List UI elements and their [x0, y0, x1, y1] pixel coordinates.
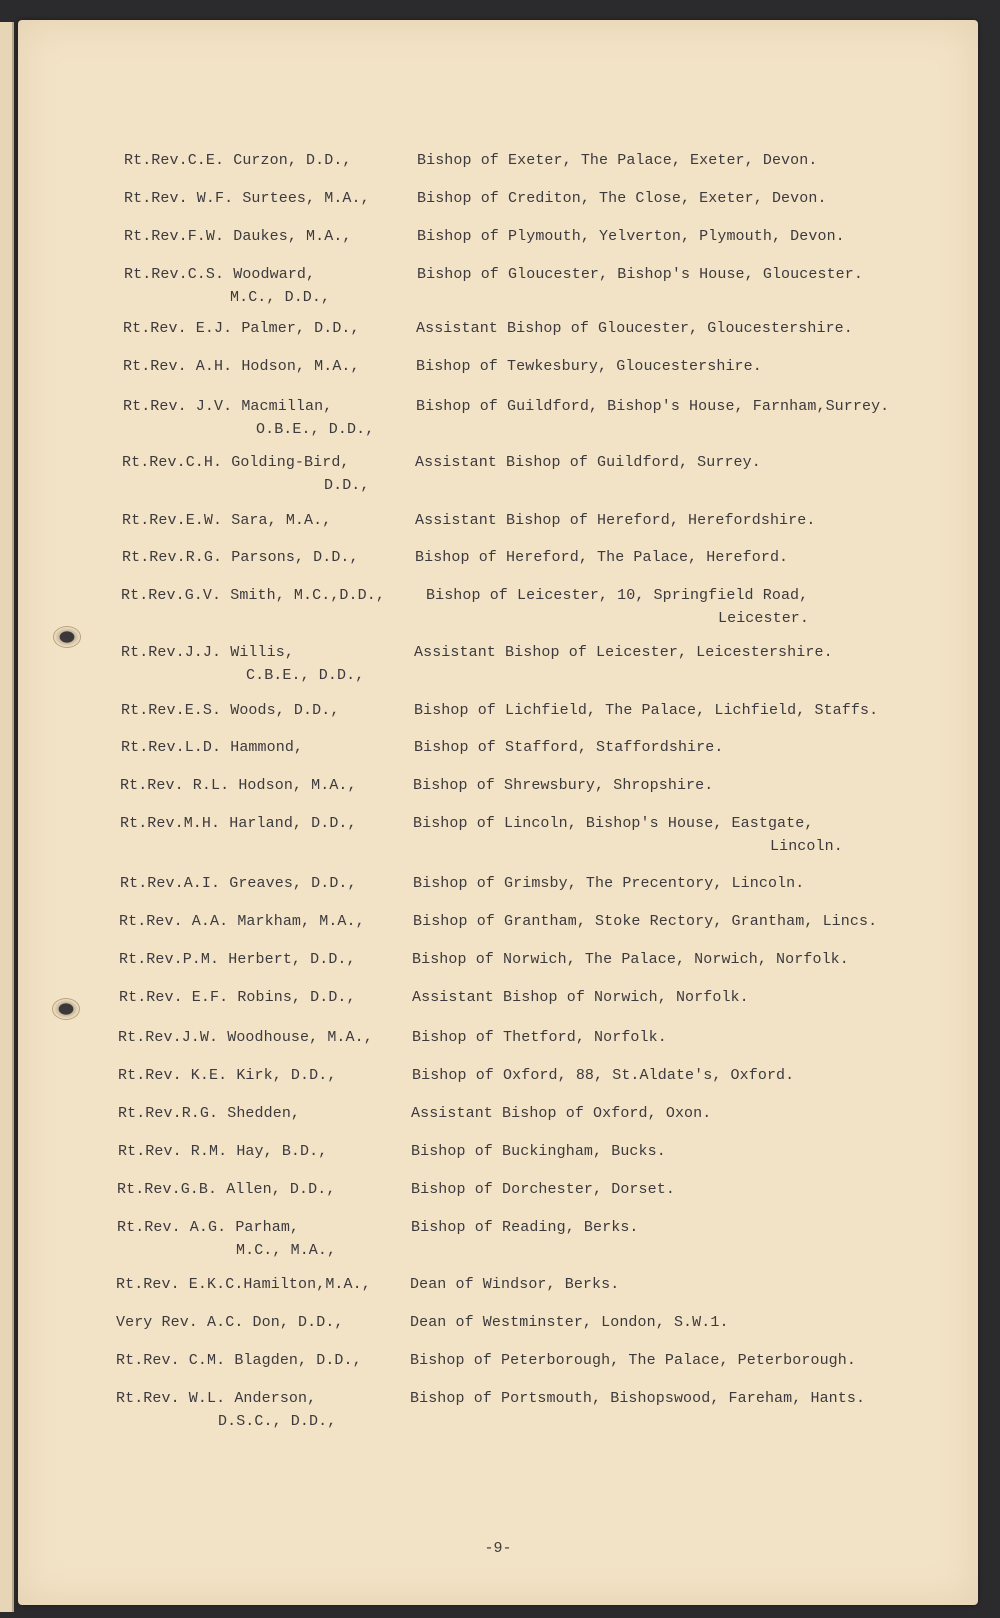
- entry-role-line: Leicester.: [718, 610, 810, 627]
- entry-name: [124, 188, 370, 209]
- entry-name-line: Rt.Rev. W.F. Surtees, M.A.,: [124, 190, 370, 207]
- entry-name-line: Rt.Rev.E.S. Woods, D.D.,: [121, 702, 340, 719]
- entry-name-continued: [230, 287, 330, 308]
- entry-role: [414, 642, 833, 663]
- entry-name: [119, 911, 365, 932]
- punch-hole: [53, 626, 81, 648]
- entry-role-line: Bishop of Peterborough, The Palace, Peterborough.: [410, 1352, 856, 1369]
- entry-role-line: Bishop of Grimsby, The Precentory, Lincoln.: [413, 875, 805, 892]
- entry-name-continued: [218, 1411, 336, 1432]
- entry-name-line: Rt.Rev. A.A. Markham, M.A.,: [119, 913, 365, 930]
- entry-role: [412, 949, 849, 970]
- entry-role: [411, 1217, 639, 1238]
- entry-name: [120, 813, 357, 834]
- entry-name-line: Rt.Rev.J.J. Willis,: [121, 644, 294, 661]
- entry-role-line: Assistant Bishop of Norwich, Norfolk.: [412, 989, 749, 1006]
- entry-name: [122, 547, 359, 568]
- entry-name-line: Rt.Rev. W.L. Anderson,: [116, 1390, 317, 1407]
- entry-name: [123, 356, 360, 377]
- entry-role-line: Bishop of Oxford, 88, St.Aldate's, Oxford.: [412, 1067, 795, 1084]
- entry-name-line: Rt.Rev. K.E. Kirk, D.D.,: [118, 1067, 337, 1084]
- entry-name-line: Rt.Rev. R.L. Hodson, M.A.,: [120, 777, 357, 794]
- previous-page-edge: [0, 22, 14, 1612]
- entry-name-continued: [246, 665, 364, 686]
- entry-name: [120, 775, 357, 796]
- entry-role: [414, 700, 878, 721]
- entry-name-line: Rt.Rev. A.H. Hodson, M.A.,: [123, 358, 360, 375]
- entry-name-line: Rt.Rev.G.B. Allen, D.D.,: [117, 1181, 336, 1198]
- entry-role: [413, 775, 713, 796]
- entry-role: [417, 226, 845, 247]
- entry-name-line: Rt.Rev.G.V. Smith, M.C.,D.D.,: [121, 587, 385, 604]
- entry-name: [119, 987, 356, 1008]
- entry-role: [410, 1350, 856, 1371]
- entry-name: [116, 1274, 371, 1295]
- entry-name-continued: [236, 1240, 336, 1261]
- entry-name-line: Rt.Rev.J.W. Woodhouse, M.A.,: [118, 1029, 373, 1046]
- entry-role: [415, 452, 761, 473]
- entry-role-line: Bishop of Thetford, Norfolk.: [412, 1029, 667, 1046]
- entry-name: [122, 452, 350, 473]
- entry-name: [121, 585, 385, 606]
- entry-name-line: Rt.Rev. E.K.C.Hamilton,M.A.,: [116, 1276, 371, 1293]
- entry-name: [124, 264, 315, 285]
- entry-name: [124, 150, 352, 171]
- entry-role: [413, 813, 813, 834]
- entry-name-line: Rt.Rev.P.M. Herbert, D.D.,: [119, 951, 356, 968]
- entry-name: [122, 510, 331, 531]
- entry-name-continued: [256, 419, 374, 440]
- entry-role-line: Bishop of Hereford, The Palace, Hereford.: [415, 549, 789, 566]
- entry-role-line: Assistant Bishop of Gloucester, Gloucestershire.: [416, 320, 853, 337]
- entry-role: [416, 356, 762, 377]
- entry-name-line: Rt.Rev.F.W. Daukes, M.A.,: [124, 228, 352, 245]
- entry-role-line: Bishop of Lichfield, The Palace, Lichfield, Staffs.: [414, 702, 879, 719]
- entry-name-line: D.S.C., D.D.,: [218, 1413, 337, 1430]
- entry-role-line: Assistant Bishop of Oxford, Oxon.: [411, 1105, 712, 1122]
- entry-role: [416, 318, 853, 339]
- entry-role-line: Bishop of Gloucester, Bishop's House, Gloucester.: [417, 266, 863, 283]
- entry-role-line: Dean of Westminster, London, S.W.1.: [410, 1314, 729, 1331]
- entry-name-line: Rt.Rev. J.V. Macmillan,: [123, 398, 333, 415]
- entry-role-line: Bishop of Portsmouth, Bishopswood, Fareham, Hants.: [410, 1390, 866, 1407]
- punch-hole: [52, 998, 80, 1020]
- entry-name: [118, 1141, 327, 1162]
- entry-name-line: Very Rev. A.C. Don, D.D.,: [116, 1314, 344, 1331]
- entry-role-line: Bishop of Norwich, The Palace, Norwich, Norfolk.: [412, 951, 849, 968]
- entry-name-line: Rt.Rev.R.G. Shedden,: [118, 1105, 301, 1122]
- entry-role-line: Bishop of Lincoln, Bishop's House, Eastgate,: [413, 815, 814, 832]
- entry-role-line: Bishop of Exeter, The Palace, Exeter, Devon.: [417, 152, 818, 169]
- entry-name: [116, 1312, 344, 1333]
- entry-name-line: Rt.Rev.A.I. Greaves, D.D.,: [120, 875, 357, 892]
- entry-name-line: Rt.Rev. C.M. Blagden, D.D.,: [116, 1352, 362, 1369]
- entry-name-line: Rt.Rev. E.J. Palmer, D.D.,: [123, 320, 360, 337]
- entry-name: [118, 1027, 373, 1048]
- entry-name-line: Rt.Rev.E.W. Sara, M.A.,: [122, 512, 332, 529]
- entry-role: [416, 396, 889, 417]
- entry-role-line: Bishop of Grantham, Stoke Rectory, Grantham, Lincs.: [413, 913, 878, 930]
- entry-role-line: Lincoln.: [770, 838, 843, 855]
- entry-name: [119, 949, 356, 970]
- entry-role: [417, 188, 827, 209]
- entry-name-line: D.D.,: [324, 477, 370, 494]
- entry-role-line: Bishop of Dorchester, Dorset.: [411, 1181, 675, 1198]
- entry-name-line: Rt.Rev.L.D. Hammond,: [121, 739, 304, 756]
- entry-role-line: Bishop of Guildford, Bishop's House, Farnham,Surrey.: [416, 398, 890, 415]
- entry-role-line: Assistant Bishop of Leicester, Leicestershire.: [414, 644, 833, 661]
- entry-role-line: Assistant Bishop of Hereford, Herefordshire.: [415, 512, 816, 529]
- entry-name-line: Rt.Rev.C.S. Woodward,: [124, 266, 316, 283]
- entry-name-line: M.C., M.A.,: [236, 1242, 337, 1259]
- entry-name: [118, 1065, 336, 1086]
- entry-role: [415, 510, 815, 531]
- entry-role: [412, 1027, 667, 1048]
- entry-role-line: Dean of Windsor, Berks.: [410, 1276, 620, 1293]
- entry-name: [116, 1350, 362, 1371]
- entry-role-line: Bishop of Stafford, Staffordshire.: [414, 739, 724, 756]
- entry-role: [412, 1065, 794, 1086]
- entry-name-line: Rt.Rev. A.G. Parham,: [117, 1219, 300, 1236]
- entry-name: [123, 318, 360, 339]
- entry-name-line: Rt.Rev.C.E. Curzon, D.D.,: [124, 152, 352, 169]
- entry-name: [121, 642, 294, 663]
- entry-role: [410, 1388, 865, 1409]
- entry-role-line: Bishop of Tewkesbury, Gloucestershire.: [416, 358, 762, 375]
- entry-name-line: Rt.Rev. R.M. Hay, B.D.,: [118, 1143, 328, 1160]
- entry-role-line: Assistant Bishop of Guildford, Surrey.: [415, 454, 761, 471]
- entry-role-line: Bishop of Leicester, 10, Springfield Road,: [426, 587, 809, 604]
- entry-role-line: Bishop of Plymouth, Yelverton, Plymouth, Devon.: [417, 228, 845, 245]
- entry-name: [121, 700, 339, 721]
- entry-name: [116, 1388, 316, 1409]
- entry-name: [120, 873, 357, 894]
- entry-name: [117, 1179, 335, 1200]
- entry-role-line: Bishop of Reading, Berks.: [411, 1219, 639, 1236]
- entry-role: [417, 264, 863, 285]
- entry-role: [417, 150, 817, 171]
- entry-name-line: Rt.Rev.C.H. Golding-Bird,: [122, 454, 350, 471]
- entry-role: [410, 1312, 729, 1333]
- entry-role-line: Bishop of Crediton, The Close, Exeter, Devon.: [417, 190, 827, 207]
- entry-name: [117, 1217, 299, 1238]
- entry-name-line: C.B.E., D.D.,: [246, 667, 365, 684]
- entry-role-continued: [718, 608, 809, 629]
- entry-name: [121, 737, 303, 758]
- entry-role: [410, 1274, 619, 1295]
- entry-name: [118, 1103, 300, 1124]
- entry-role: [413, 911, 877, 932]
- entry-role-line: Bishop of Shrewsbury, Shropshire.: [413, 777, 714, 794]
- entry-role: [411, 1103, 711, 1124]
- entry-role-continued: [770, 836, 843, 857]
- entry-role: [426, 585, 808, 606]
- entry-name-continued: [324, 475, 370, 496]
- entry-name: [124, 226, 352, 247]
- entry-name: [123, 396, 332, 417]
- entry-role: [411, 1141, 666, 1162]
- entry-role: [411, 1179, 675, 1200]
- entry-role: [412, 987, 749, 1008]
- entry-role: [415, 547, 788, 568]
- entry-name-line: Rt.Rev.M.H. Harland, D.D.,: [120, 815, 357, 832]
- entry-name-line: O.B.E., D.D.,: [256, 421, 375, 438]
- entry-role: [414, 737, 723, 758]
- entry-name-line: Rt.Rev. E.F. Robins, D.D.,: [119, 989, 356, 1006]
- entry-role: [413, 873, 804, 894]
- document-page: [18, 20, 978, 1605]
- entry-name-line: Rt.Rev.R.G. Parsons, D.D.,: [122, 549, 359, 566]
- entry-role-line: Bishop of Buckingham, Bucks.: [411, 1143, 666, 1160]
- entry-name-line: M.C., D.D.,: [230, 289, 331, 306]
- page-number: -9-: [484, 1540, 512, 1557]
